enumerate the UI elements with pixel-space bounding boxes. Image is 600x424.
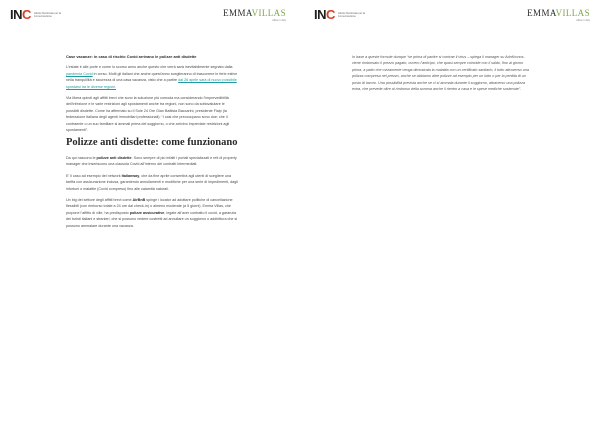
article-lead: Case vacanze: in caso di rischio Covid arrivano le polizze anti disdette — [66, 54, 197, 59]
page-right — [304, 0, 600, 424]
inc-logo-subtitle: Istituto Nazionale per la Comunicazione — [337, 11, 365, 18]
inc-logo-mark: INC — [10, 7, 31, 22]
paragraph-polizze: Da qui nascono le polizze anti disdette. Sono sempre di più infatti i portali specializzati e reti di property manager che inseriscono una clausola Covid all’interno dei contratti intermediati. — [66, 155, 237, 167]
emma-villas-tagline: villas in italy — [272, 19, 286, 22]
inc-logo — [10, 8, 64, 22]
emma-villas-tagline: villas in italy — [576, 19, 590, 22]
article-column — [66, 54, 238, 234]
paragraph-airbnb: Un big del settore degli affitti brevi come AirBnB spinge i locator ad adottare politiche di cancellazione flessibili (con rimborso totale a 24 ore dal check-in) o almeno moderate (a 5 giorni). Emma Villas, che propone l’affitto di ville, ha predisposto polizze assicurative, legate all’aver contratto il covid, a garanzia dei turisti italiani e stranieri, che si possono vedere costretti ad annullare un soggiorno o addirittura che si possono ammalare durante una vacanza. — [66, 198, 238, 228]
emma-villas-logo: EMMAVILLAS villas in italy — [223, 8, 286, 22]
paragraph-intro: L’estate è alle porte e come lo scorso anno anche questo che verrà sarà inevitabilmente segnato dalla pandemia Covid in corso. Molti gli italiani che anche quest’anno sceglieranno di trascorrere le ferie estive nella tranquillità e sicurezza di una casa vacanza, visto che a partire dal 26 aprile sarà di nuovo possibile spostarsi tra le diverse regioni. — [66, 65, 238, 89]
link-pandemia-covid[interactable]: pandemia Covid — [66, 71, 93, 76]
page-header — [314, 8, 590, 26]
paragraph-italianway: E’ il caso ad esempio del network Italianway, che da fine aprile consentirà agli utenti di scegliere una tariffa con assicurazione inclusa, garantendo annullamenti e modifiche per una serie di impedimenti, dagli infortuni o malattie (Covid compreso) fino alle calamità naturali. — [66, 173, 238, 191]
page-left — [0, 0, 296, 424]
inc-logo-subtitle: Istituto Nazionale per la Comunicazione — [33, 11, 61, 18]
paragraph-quote: In base a queste formule dunque “se prima di partire si contrae il virus – spiega il manager su AdnKronos- viene rimborsato il prezzo pagato, ovvero l’anticipo, che quasi sempre coincide con il saldo, fino al giorno prima, a patto che ovviamente venga dimostrata la malattia con un certificato sanitario, il tutto attraverso una polizza compresa nel prezzo, anche se abbiamo altre polizze ad esempio per un lutto o per la perdita di un posto di lavoro. Una possibilità prevista anche se ci si ammala durante il soggiorno, attraverso una polizza extra, che prevede oltre al rimborso della somma anche il rientro a casa e le spese mediche sostenute”. — [352, 55, 529, 92]
inc-logo-mark: INC — [314, 7, 335, 22]
inc-logo — [314, 8, 368, 22]
section-heading: Polizze anti disdette: come funzionano — [66, 137, 238, 149]
page-header — [10, 8, 286, 26]
paragraph-affitti-brevi: Via libera quindi agli affitti brevi che sono la soluzione più comoda ma considerando l’imprevedibilità dell’infezione e le varie restrizioni agli spostamenti anche tra regioni, non sono da sottovalutare le possibili disdette. Come ha affermato su Il Sole 24 Ore Gian Battista Baccarini, presidente Fiaip (la federazione italiana degli agenti immobiliari professionali): “I casi che preoccupano sono due: che il contraente o un suo familiare si ammali prima del soggiorno, o che arrivino impreviste restrizioni agli spostamenti”. — [66, 96, 230, 133]
emma-villas-logo: EMMAVILLAS villas in italy — [527, 8, 590, 22]
link-26-aprile[interactable]: dal 26 aprile sarà di nuovo possibile spostarsi tra le diverse regioni. — [66, 78, 237, 89]
article-column-continued — [352, 54, 532, 97]
